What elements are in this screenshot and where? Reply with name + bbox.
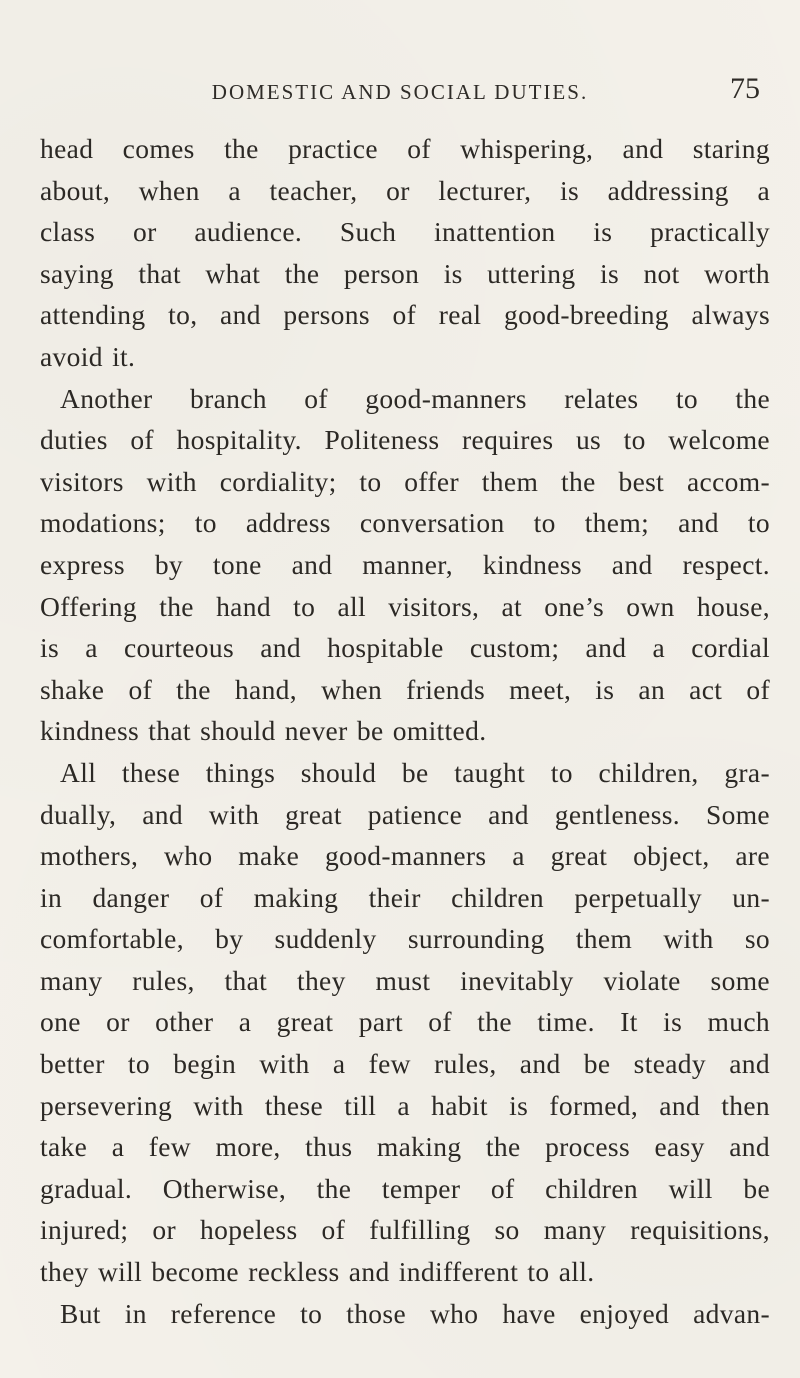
text-line: saying that what the person is uttering is not worth [40,257,770,289]
body-text [40,128,770,1334]
text-line: comfortable, by suddenly surrounding them with so [40,923,770,955]
text-line: in danger of making their children perpetually un- [40,881,770,913]
text-line: gradual. Otherwise, the temper of children will be [40,1172,770,1204]
text-line: kindness that should never be omitted. [40,715,487,747]
text-line: All these things should be taught to children, gra- [60,756,770,788]
text-line: better to begin with a few rules, and be steady and [40,1048,770,1080]
text-line: Offering the hand to all visitors, at one’s own house, [40,590,770,622]
running-head [0,72,800,110]
text-line: duties of hospitality. Politeness requires us to welcome [40,424,770,456]
text-line: class or audience. Such inattention is practically [40,216,770,248]
text-line: mothers, who make good-manners a great object, are [40,840,770,872]
text-line: persevering with these till a habit is formed, and then [40,1089,770,1121]
text-line: avoid it. [40,340,136,372]
text-line: injured; or hopeless of fulfilling so many requisitions, [40,1214,770,1246]
text-line: many rules, that they must inevitably violate some [40,964,770,996]
text-line: modations; to address conversation to them; and to [40,507,770,539]
text-line: express by tone and manner, kindness and respect. [40,548,770,580]
text-line: about, when a teacher, or lecturer, is addressing a [40,174,770,206]
text-line: shake of the hand, when friends meet, is an act of [40,673,770,705]
text-line: dually, and with great patience and gentleness. Some [40,798,770,830]
text-line: But in reference to those who have enjoyed advan- [60,1297,770,1329]
running-title: DOMESTIC AND SOCIAL DUTIES. [211,80,589,104]
text-line: take a few more, thus making the process easy and [40,1131,770,1163]
text-line: head comes the practice of whispering, and staring [40,133,770,164]
text-line: visitors with cordiality; to offer them the best accom- [40,465,770,497]
text-line: they will become reckless and indifferent to all. [40,1256,595,1288]
text-line: one or other a great part of the time. It is much [40,1006,770,1038]
text-line: is a courteous and hospitable custom; and a cordial [40,632,770,664]
page-number: 75 [730,72,760,105]
text-line: attending to, and persons of real good-breeding always [40,299,770,331]
text-line: Another branch of good-manners relates to the [60,382,770,414]
